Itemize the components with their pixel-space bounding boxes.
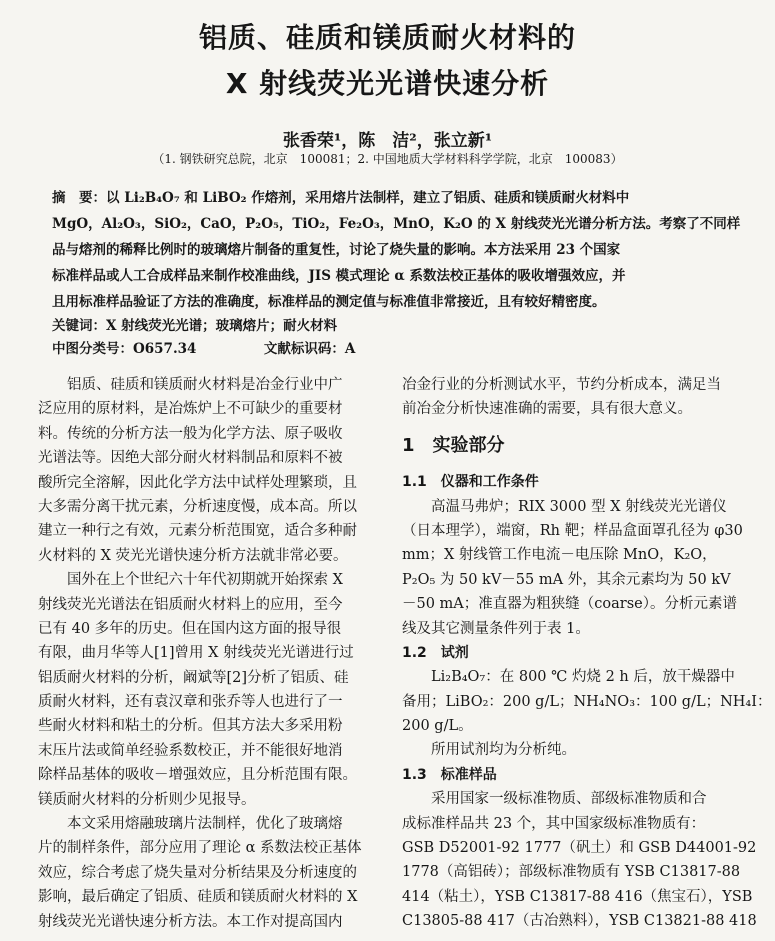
classification-line: 中图分类号：O657.34 文献标识码：A (52, 341, 356, 357)
body-line: －50 mA；准直器为粗狭缝（coarse）。分析元素谱 (402, 596, 737, 613)
body-line: 效应，综合考虑了烧失量对分析结果及分析速度的 (38, 864, 357, 881)
author-affiliation: （1. 钢铁研究总院，北京 100081；2. 中国地质大学材料科学学院，北京 100083） (152, 152, 623, 166)
abstract-line: MgO，Al₂O₃，SiO₂，CaO，P₂O₅，TiO₂，Fe₂O₃，MnO，K₂O 的 X 射线荧光光谱分析方法。考察了不同样 (52, 216, 741, 232)
body-line: C13805-88 417（古冶熟料），YSB C13821-88 418 (402, 913, 757, 930)
body-line: 有限，曲月华等人[1]曾用 X 射线荧光光谱进行过 (38, 645, 354, 662)
body-line: 414（粘土），YSB C13817-88 416（焦宝石），YSB (402, 888, 753, 905)
author-list: 张香荣¹，陈 洁²，张立新¹ (282, 131, 493, 151)
paper-title-line-1: 铝质、硅质和镁质耐火材料的 (198, 21, 576, 54)
body-line: 影响，最后确定了铝质、硅质和镁质耐火材料的 X (38, 889, 358, 906)
body-line: 末压片法或简单经验系数校正，并不能很好地消 (38, 742, 343, 759)
abstract-line: 且用标准样品验证了方法的准确度，标准样品的测定值与标准值非常接近，且有较好精密度。 (52, 294, 606, 310)
abstract-line: 标准样品或人工合成样品来制作校准曲线，JIS 模式理论 α 系数法校正基体的吸收增强效应，并 (52, 268, 626, 284)
subsection-heading: 1.2 试剂 (402, 644, 469, 661)
body-line: 已有 40 多年的历史。但在国内这方面的报导很 (38, 620, 342, 637)
body-line: 铝质耐火材料的分析，阚斌等[2]分析了铝质、硅 (38, 669, 349, 686)
paper-title-line-2: X 射线荧光光谱快速分析 (225, 67, 550, 100)
body-line: 前冶金分析快速准确的需要，具有很大意义。 (402, 401, 692, 418)
body-line: 质耐火材料，还有袁汉章和张乔等人也进行了一 (38, 694, 343, 711)
subsection-heading: 1.3 标准样品 (402, 766, 497, 783)
body-line: Li₂B₄O₇：在 800 ℃ 灼烧 2 h 后，放干燥器中 (402, 669, 735, 686)
body-line: 高温马弗炉；RIX 3000 型 X 射线荧光光谱仪 (402, 498, 727, 515)
body-line: 本文采用熔融玻璃片法制样，优化了玻璃熔 (38, 816, 343, 833)
body-line: 备用；LiBO₂：200 g/L；NH₄NO₃：100 g/L；NH₄I： (402, 693, 772, 710)
body-line: 镁质耐火材料的分析则少见报导。 (38, 791, 256, 808)
body-line: 泛应用的原材料，是冶炼炉上不可缺少的重要材 (38, 401, 343, 418)
body-line: GSB D52001-92 1777（矾土）和 GSB D44001-92 (402, 840, 757, 857)
body-line: 料。传统的分析方法一般为化学方法、原子吸收 (38, 425, 343, 442)
body-line: 片的制样条件，部分应用了理论 α 系数法校正基体 (38, 840, 362, 857)
right-column (402, 373, 772, 934)
body-line: 线及其它测量条件列于表 1。 (402, 620, 590, 637)
body-line: 铝质、硅质和镁质耐火材料是冶金行业中广 (38, 377, 343, 393)
body-line: 冶金行业的分析测试水平，节约分析成本，满足当 (402, 377, 721, 393)
body-line: 所用试剂均为分析纯。 (402, 742, 576, 759)
subsection-heading: 1.1 仪器和工作条件 (402, 474, 539, 491)
body-line: 射线荧光光谱快速分析方法。本工作对提高国内 (38, 913, 343, 930)
body-line: 些耐火材料和粘土的分析。但其方法大多采用粉 (38, 718, 343, 735)
body-line: 国外在上个世纪六十年代初期就开始探索 X (38, 572, 343, 589)
section-heading: 1 实验部分 (402, 434, 505, 456)
body-line: 采用国家一级标准物质、部级标准物质和合 (402, 791, 707, 808)
body-line: 200 g/L。 (402, 718, 473, 735)
body-line: P₂O₅ 为 50 kV－55 mA 外，其余元素均为 50 kV (402, 571, 731, 588)
body-line: （日本理学），端窗，Rh 靶；样品盒面罩孔径为 φ30 (402, 522, 743, 539)
body-line: 除样品基体的吸收－增强效应，且分析范围有限。 (38, 767, 357, 784)
body-line: mm；X 射线管工作电流－电压除 MnO，K₂O， (402, 547, 717, 564)
body-line: 1778（高铝砖）；部级标准物质有 YSB C13817-88 (402, 864, 741, 881)
body-line: 光谱法等。因绝大部分耐火材料制品和原料不被 (38, 450, 343, 467)
body-line: 火材料的 X 荧光光谱快速分析方法就非常必要。 (38, 547, 348, 564)
body-line: 大多需分离干扰元素，分析速度慢，成本高。所以 (38, 498, 357, 515)
abstract-line: 品与熔剂的稀释比例时的玻璃熔片制备的重复性，讨论了烧失量的影响。本方法采用 23 个国家 (52, 242, 621, 258)
body-line: 射线荧光光谱法在铝质耐火材料上的应用，至今 (38, 596, 343, 613)
body-line: 建立一种行之有效，元素分析范围宽，适合多种耐 (38, 523, 357, 540)
keywords-line: 关键词：X 射线荧光光谱；玻璃熔片；耐火材料 (52, 318, 338, 334)
body-line: 酸所完全溶解，因此化学方法中试样处理繁琐，且 (38, 474, 357, 491)
body-line: 成标准样品共 23 个，其中国家级标准物质有： (402, 815, 706, 832)
left-column (38, 373, 382, 934)
abstract-line: 摘 要：以 Li₂B₄O₇ 和 LiBO₂ 作熔剂，采用熔片法制样，建立了铝质、硅质和镁质耐火材料中 (52, 190, 630, 206)
